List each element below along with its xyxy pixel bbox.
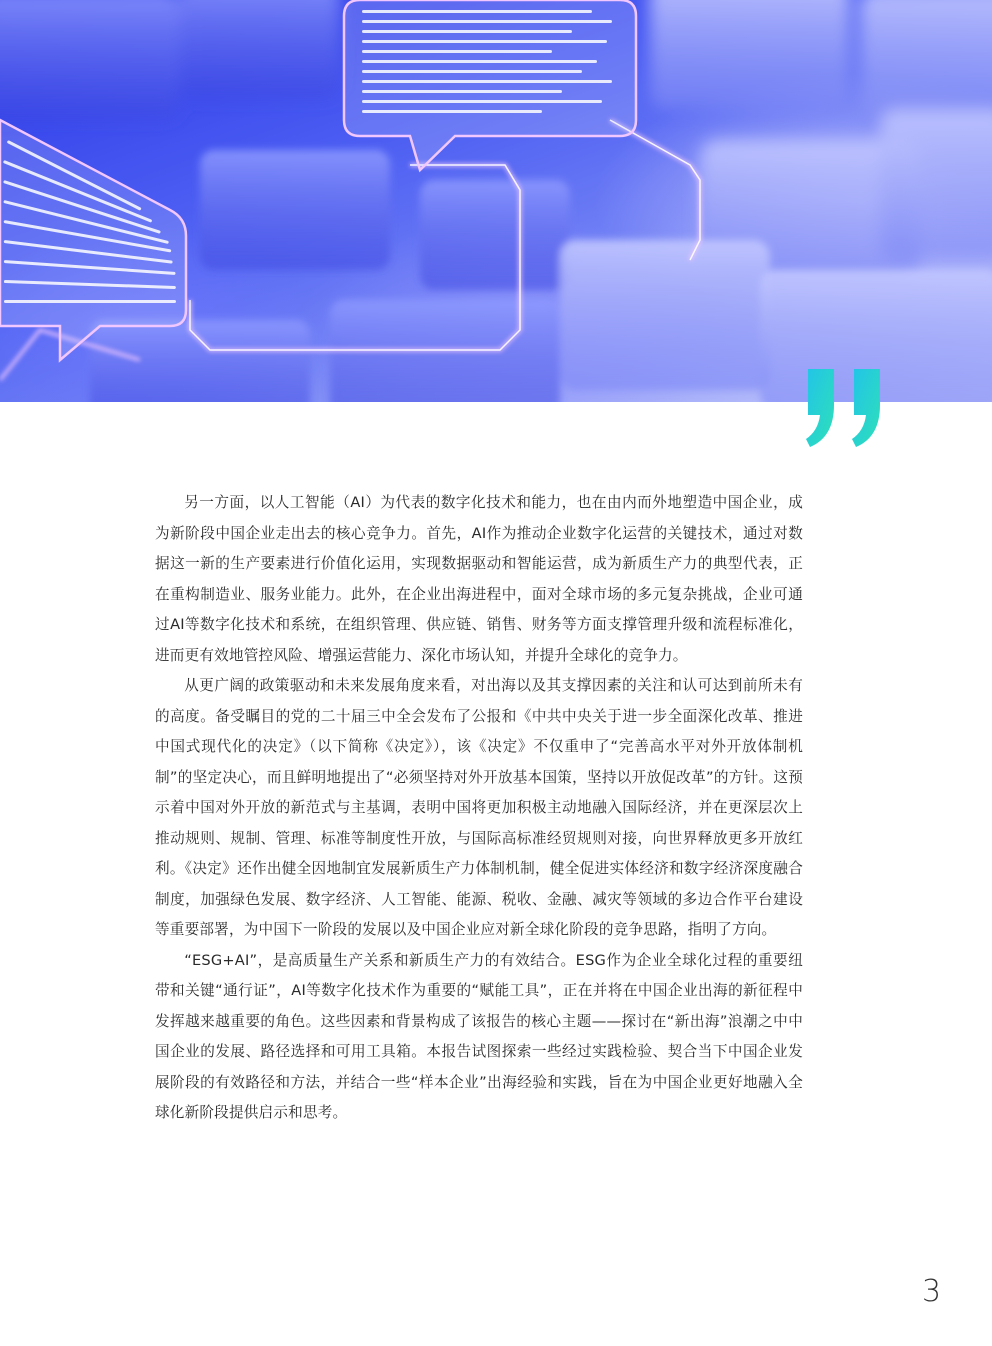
paragraph-3: “ESG+AI”，是高质量生产关系和新质生产力的有效结合。ESG作为企业全球化过程的重要纽带和关键“通行证”，AI等数字化技术作为重要的“赋能工具”，正在并将在中国企业出海的新征程中发挥越来越重要的角色。这些因素和背景构成了该报告的核心主题——探讨在“新出海”浪潮之中中国企业的发展、路径选择和可用工具箱。本报告试图探索一些经过实践检验、契合当下中国企业发展阶段的有效路径和方法，并结合一些“样本企业”出海经验和实践，旨在为中国企业更好地融入全球化新阶段提供启示和思考。	[155, 951, 803, 1121]
body-text	[155, 488, 803, 1129]
closing-quote-icon	[800, 365, 890, 450]
hero-image	[0, 0, 992, 402]
ai-chat-bubbles-illustration	[0, 0, 992, 402]
paragraph-1: 另一方面，以人工智能（AI）为代表的数字化技术和能力，也在由内而外地塑造中国企业，成为新阶段中国企业走出去的核心竞争力。首先，AI作为推动企业数字化运营的关键技术，通过对数据这一新的生产要素进行价值化运用，实现数据驱动和智能运营，成为新质生产力的典型代表，正在重构制造业、服务业能力。此外，在企业出海进程中，面对全球市场的多元复杂挑战，企业可通过AI等数字化技术和系统，在组织管理、供应链、销售、财务等方面支撑管理升级和流程标准化，进而更有效地管控风险、增强运营能力、深化市场认知，并提升全球化的竞争力。	[155, 494, 803, 664]
page-number: 3	[922, 1274, 942, 1309]
paragraph-2: 从更广阔的政策驱动和未来发展角度来看，对出海以及其支撑因素的关注和认可达到前所未有的高度。备受瞩目的党的二十届三中全会发布了公报和《中共中央关于进一步全面深化改革、推进中国式现代化的决定》（以下简称《决定》），该《决定》不仅重申了“完善高水平对外开放体制机制”的坚定决心，而且鲜明地提出了“必须坚持对外开放基本国策，坚持以开放促改革”的方针。这预示着中国对外开放的新范式与主基调，表明中国将更加积极主动地融入国际经济，并在更深层次上推动规则、规制、管理、标准等制度性开放，与国际高标准经贸规则对接，向世界释放更多开放红利。《决定》还作出健全因地制宜发展新质生产力体制机制，健全促进实体经济和数字经济深度融合制度，加强绿色发展、数字经济、人工智能、能源、税收、金融、减灾等领域的多边合作平台建设等重要部署，为中国下一阶段的发展以及中国企业应对新全球化阶段的竞争思路，指明了方向。	[155, 677, 803, 938]
